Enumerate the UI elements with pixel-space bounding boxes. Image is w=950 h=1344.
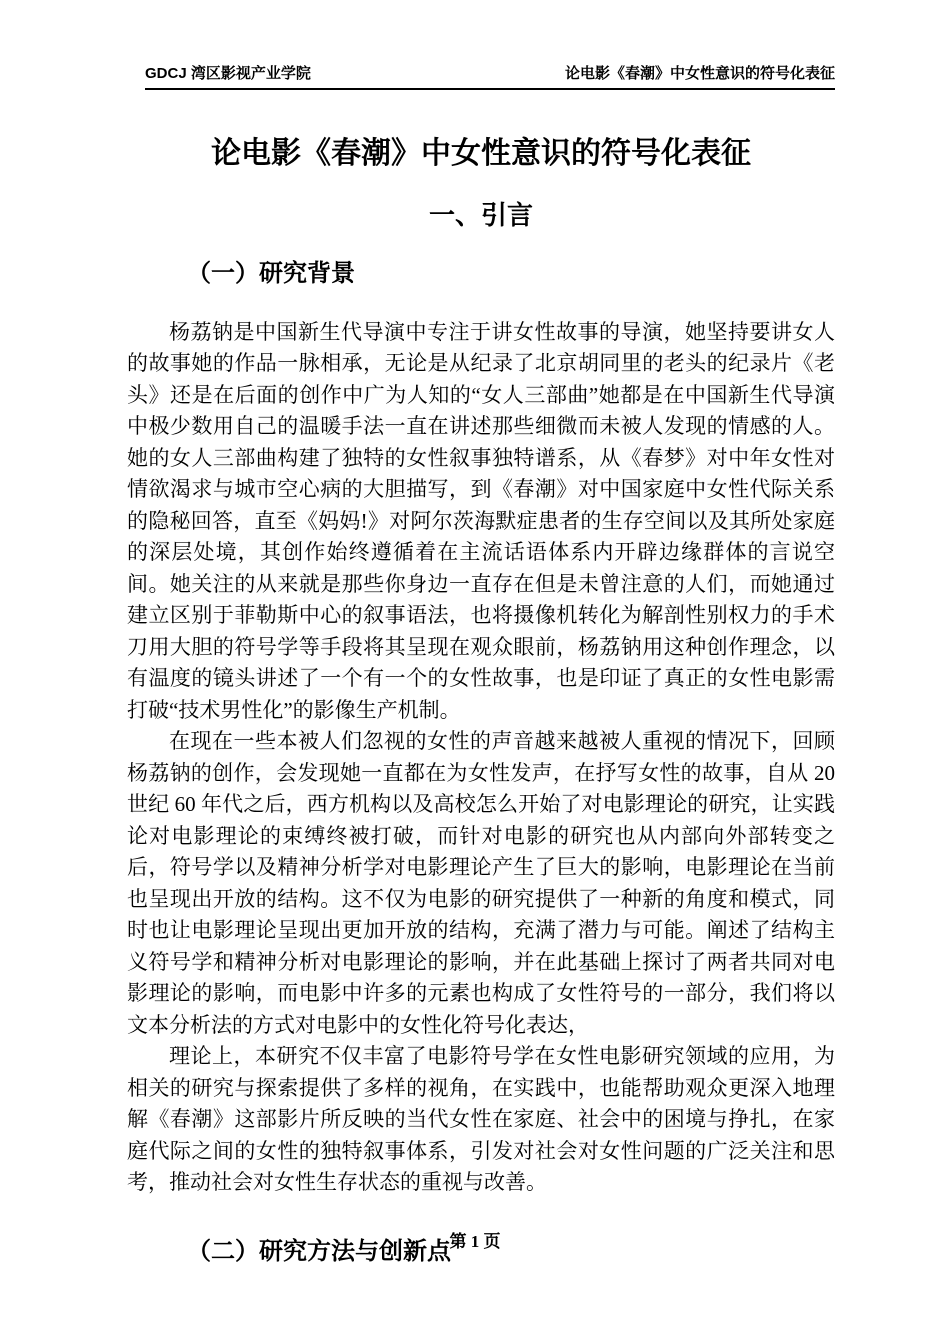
header-right-title: 论电影《春潮》中女性意识的符号化表征 (564, 65, 835, 82)
paper-title: 论电影《春潮》中女性意识的符号化表征 (211, 136, 751, 170)
subsection-heading-research-background: （一）研究背景 (187, 259, 355, 287)
paragraph-3: 理论上，本研究不仅丰富了电影符号学在女性电影研究领域的应用，为相关的研究与探索提供了多样的视角，在实践中，也能帮助观众更深入地理解《春潮》这部影片所反映的当代女性在家庭、社会中的困境与挣扎，在家庭代际之间的女性的独特叙事体系，引发对社会对女性问题的广泛关注和思考，推动社会对女性生存状态的重视与改善。 (127, 1044, 835, 1195)
header-left-institution: GDCJ 湾区影视产业学院 (145, 65, 311, 82)
document-body (127, 136, 835, 1267)
running-header (145, 64, 835, 90)
page-number-footer: 第 1 页 (449, 1232, 501, 1251)
paragraph-1: 杨荔钠是中国新生代导演中专注于讲女性故事的导演，她坚持要讲女人的故事她的作品一脉相承，无论是从纪录了北京胡同里的老头的纪录片《老头》还是在后面的创作中广为人知的“女人三部曲”她都是在中国新生代导演中极少数用自己的温暖手法一直在讲述那些细微而未被人发现的情感的人。她的女人三部曲构建了独特的女性叙事独特谱系，从《春梦》对中年女性对情欲渴求与城市空心病的大胆描写，到《春潮》对中国家庭中女性代际关系的隐秘回答，直至《妈妈!》对阿尔茨海默症患者的生存空间以及其所处家庭的深层处境，其创作始终遵循着在主流话语体系内开辟边缘群体的言说空间。她关注的从来就是那些你身边一直存在但是未曾注意的人们，而她通过建立区别于菲勒斯中心的叙事语法，也将摄像机转化为解剖性别权力的手术刀用大胆的符号学等手段将其呈现在观众眼前，杨荔钠用这种创作理念，以有温度的镜头讲述了一个有一个的女性故事，也是印证了真正的女性电影需打破“技术男性化”的影像生产机制。 (127, 319, 835, 722)
section-heading-introduction: 一、引言 (428, 199, 533, 230)
paragraph-2: 在现在一些本被人们忽视的女性的声音越来越被人重视的情况下，回顾杨荔钠的创作，会发现她一直都在为女性发声，在抒写女性的故事，自从 20 世纪 60 年代之后，西方机构以及高校怎么开始了对电影理论的研究，让实践论对电影理论的束缚终被打破，而针对电影的研究也从内部向外部转变之后，符号学以及精神分析学对电影理论产生了巨大的影响，电影理论在当前也呈现出开放的结构。这不仅为电影的研究提供了一种新的角度和模式，同时也让电影理论呈现出更加开放的结构，充满了潜力与可能。阐述了结构主义符号学和精神分析对电影理论的影响，并在此基础上探讨了两者共同对电影理论的影响，而电影中许多的元素也构成了女性符号的一部分，我们将以文本分析法的方式对电影中的女性化符号化表达， (127, 729, 835, 1037)
subsection-heading-methods-innovation: （二）研究方法与创新点 (187, 1237, 451, 1265)
